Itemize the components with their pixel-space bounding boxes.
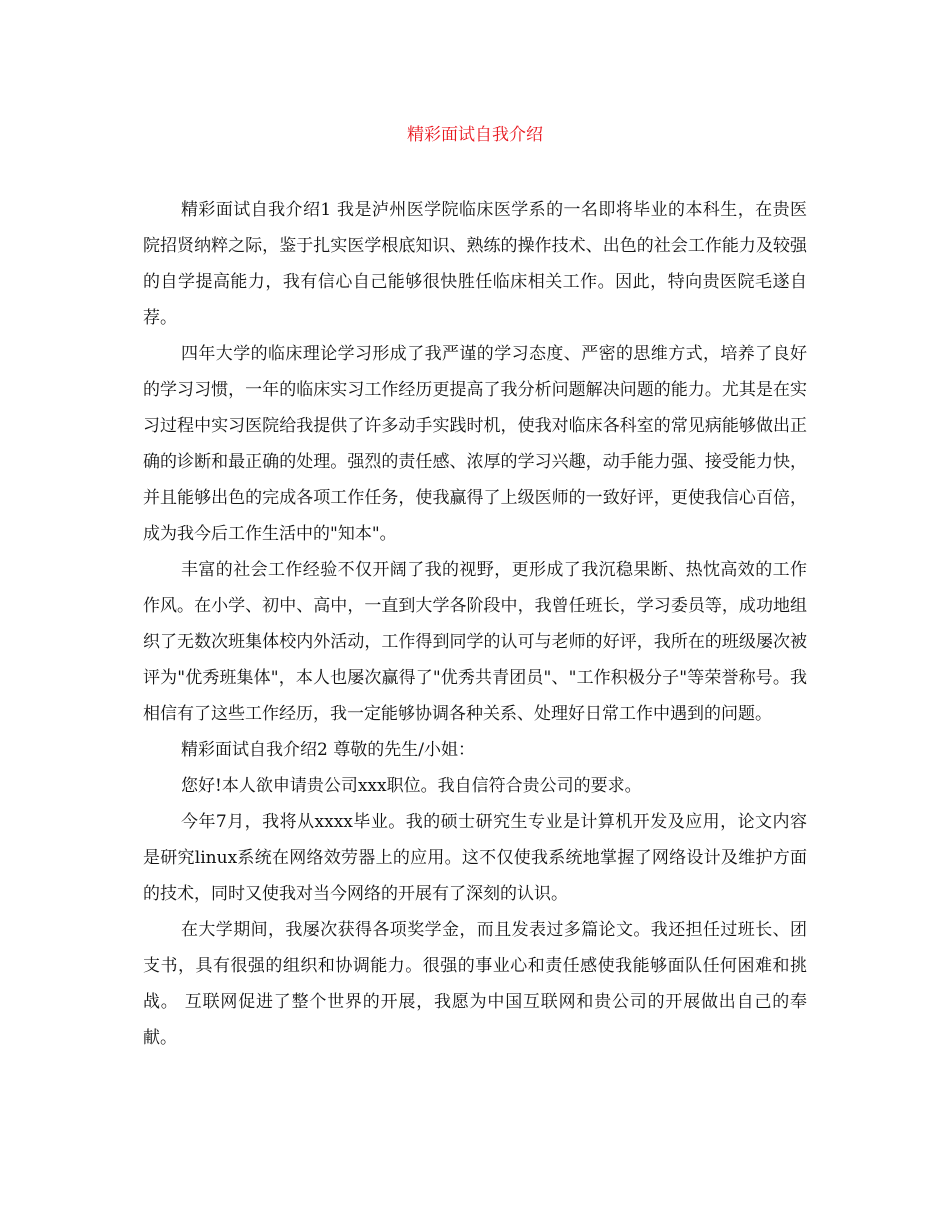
paragraph-4: 精彩面试自我介绍2 尊敬的先生/小姐： (181, 740, 475, 760)
document-body (143, 192, 807, 1056)
paragraph-1: 精彩面试自我介绍1 我是泸州医学院临床医学系的一名即将毕业的本科生，在贵医院招贤纳粹之际，鉴于扎实医学根底知识、熟练的操作技术、出色的社会工作能力及较强的自学提高能力，我有信心自己能够很快胜任临床相关工作。因此，特向贵医院毛遂自荐。 (143, 200, 807, 328)
paragraph-5: 您好!本人欲申请贵公司xxx职位。我自信符合贵公司的要求。 (181, 776, 642, 796)
document-title: 精彩面试自我介绍 (407, 125, 543, 145)
paragraph-6: 今年7月，我将从xxxx毕业。我的硕士研究生专业是计算机开发及应用，论文内容是研究linux系统在网络效劳器上的应用。这不仅使我系统地掌握了网络设计及维护方面的技术，同时又使我对当今网络的开展有了深刻的认识。 (143, 812, 807, 904)
paragraph-3: 丰富的社会工作经验不仅开阔了我的视野，更形成了我沉稳果断、热忱高效的工作作风。在小学、初中、高中，一直到大学各阶段中，我曾任班长，学习委员等，成功地组织了无数次班集体校内外活动，工作得到同学的认可与老师的好评，我所在的班级屡次被评为"优秀班集体"，本人也屡次赢得了"优秀共青团员"、"工作积极分子"等荣誉称号。我相信有了这些工作经历，我一定能够协调各种关系、处理好日常工作中遇到的问题。 (143, 560, 807, 724)
paragraph-7: 在大学期间，我屡次获得各项奖学金，而且发表过多篇论文。我还担任过班长、团支书，具有很强的组织和协调能力。很强的事业心和责任感使我能够面队任何困难和挑战。 互联网促进了整个世界的开展，我愿为中国互联网和贵公司的开展做出自己的奉献。 (143, 920, 807, 1048)
paragraph-2: 四年大学的临床理论学习形成了我严谨的学习态度、严密的思维方式，培养了良好的学习习惯，一年的临床实习工作经历更提高了我分析问题解决问题的能力。尤其是在实习过程中实习医院给我提供了许多动手实践时机，使我对临床各科室的常见病能够做出正确的诊断和最正确的处理。强烈的责任感、浓厚的学习兴趣，动手能力强、接受能力快，并且能够出色的完成各项工作任务，使我赢得了上级医师的一致好评，更使我信心百倍，成为我今后工作生活中的"知本"。 (143, 344, 807, 544)
